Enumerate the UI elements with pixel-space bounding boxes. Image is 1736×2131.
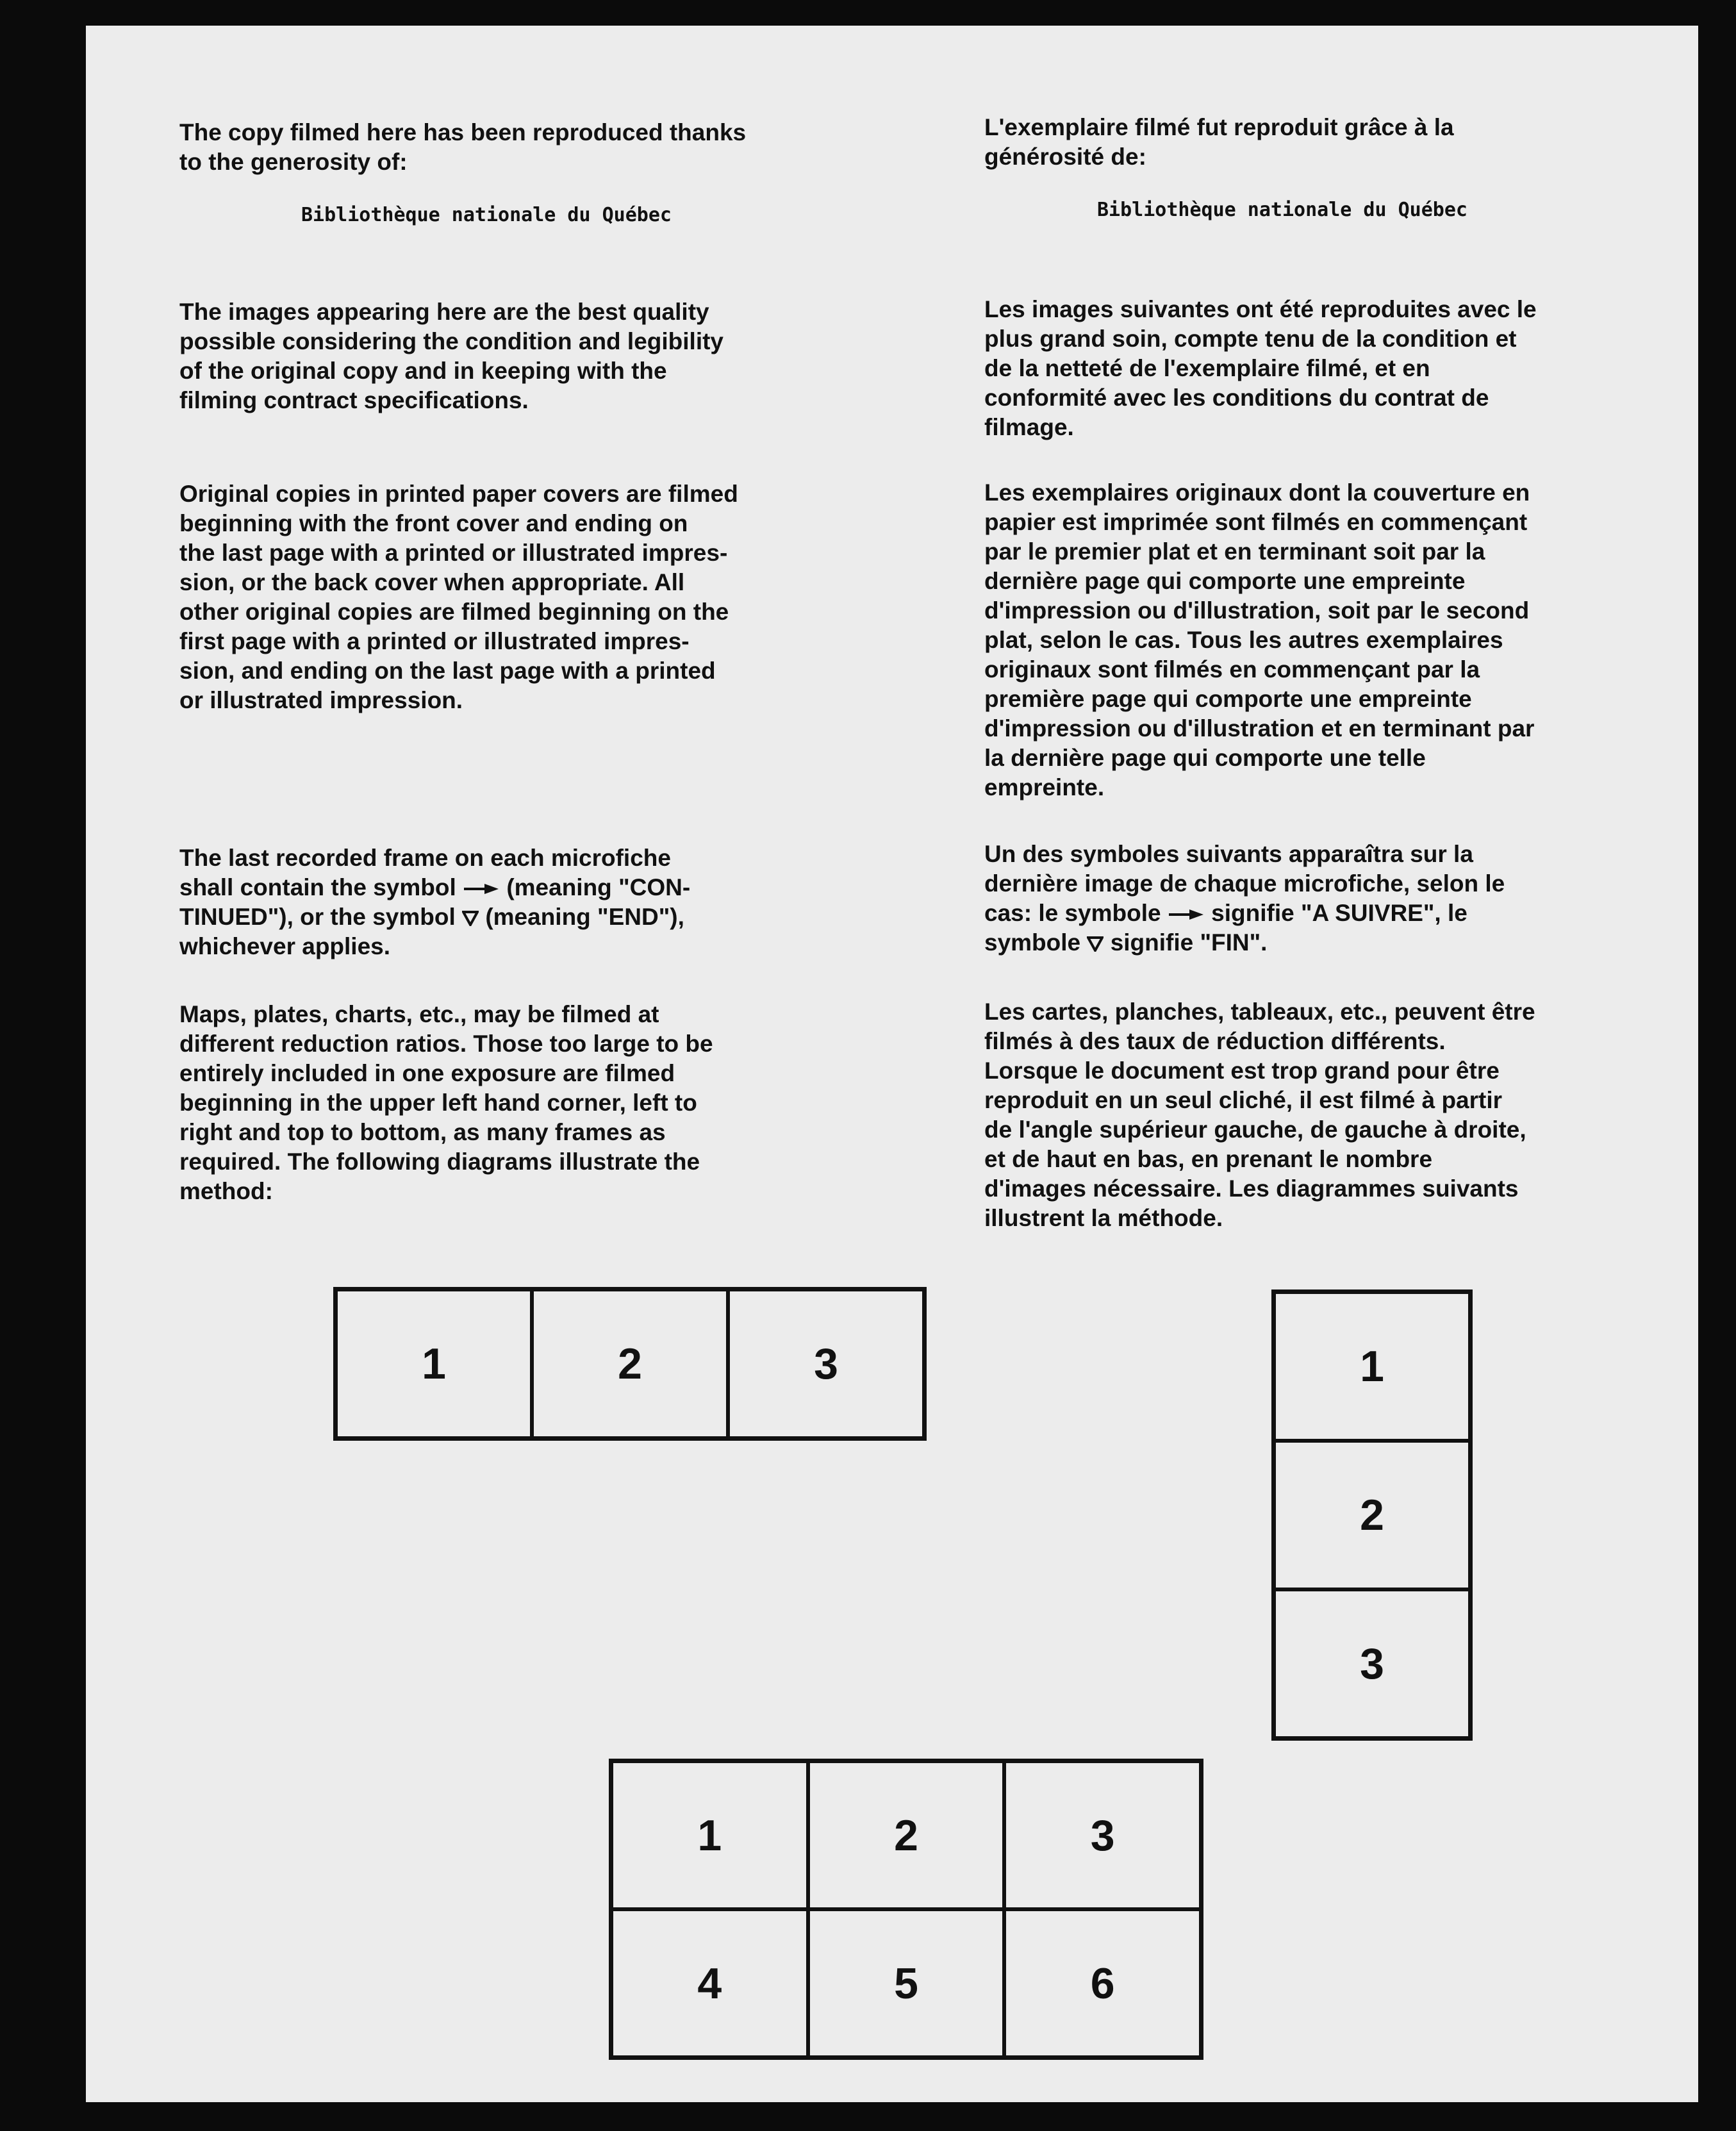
- frame-cell: 3: [1004, 1761, 1201, 1909]
- text-line: right and top to bottom, as many frames as: [179, 1119, 666, 1145]
- text-line: other original copies are filmed beginning on the: [179, 599, 729, 625]
- text-line: sion, and ending on the last page with a printed: [179, 658, 716, 684]
- text-line: sion, or the back cover when appropriate. All: [179, 569, 685, 595]
- text-line: Original copies in printed paper covers are filmed: [179, 481, 738, 507]
- text-line: [179, 873, 859, 902]
- text-line: filmage.: [984, 414, 1074, 440]
- text-line: générosité de:: [984, 144, 1146, 170]
- right-intro: [984, 113, 1664, 172]
- text-fragment: signifie "A SUIVRE", le: [1211, 900, 1467, 926]
- frame-cell: 3: [728, 1289, 924, 1438]
- text-line: la dernière page qui comporte une telle: [984, 745, 1426, 771]
- arrow-right-icon: [463, 883, 500, 895]
- text-line: par le premier plat et en terminant soit par la: [984, 538, 1485, 565]
- text-line: different reduction ratios. Those too large to be: [179, 1031, 713, 1057]
- text-line: dernière page qui comporte une empreinte: [984, 568, 1466, 594]
- left-covers-paragraph: [179, 479, 859, 715]
- text-line: plus grand soin, compte tenu de la condition et: [984, 326, 1517, 352]
- text-line: first page with a printed or illustrated impres-: [179, 628, 690, 654]
- text-line: or illustrated impression.: [179, 687, 463, 713]
- text-line: possible considering the condition and legibility: [179, 328, 724, 354]
- frame-cell: 1: [336, 1289, 532, 1438]
- right-symbols-paragraph: [984, 840, 1664, 958]
- text-fragment: (meaning "CON-: [506, 874, 691, 900]
- text-line: illustrent la méthode.: [984, 1205, 1223, 1231]
- text-line: L'exemplaire filmé fut reproduit grâce à la: [984, 114, 1454, 140]
- text-line: et de haut en bas, en prenant le nombre: [984, 1146, 1433, 1172]
- text-line: Lorsque le document est trop grand pour être: [984, 1057, 1500, 1084]
- text-line: conformité avec les conditions du contrat de: [984, 385, 1489, 411]
- frame-cell: 4: [611, 1909, 808, 2057]
- text-fragment: (meaning "END"),: [485, 904, 684, 930]
- text-line: d'impression ou d'illustration, soit par le second: [984, 597, 1530, 624]
- text-line: The copy filmed here has been reproduced thanks: [179, 119, 747, 145]
- text-line: filmés à des taux de réduction différents.: [984, 1028, 1446, 1054]
- text-line: method:: [179, 1178, 273, 1204]
- frame-cell: 1: [1274, 1292, 1470, 1441]
- frame-cell: 3: [1274, 1589, 1470, 1738]
- frame-cell: 2: [1274, 1441, 1470, 1589]
- text-line: whichever applies.: [179, 933, 391, 959]
- frame-cell: 6: [1004, 1909, 1201, 2057]
- text-line: de la netteté de l'exemplaire filmé, et en: [984, 355, 1430, 381]
- text-line: beginning with the front cover and ending on: [179, 510, 688, 536]
- text-line: papier est imprimée sont filmés en commençant: [984, 509, 1528, 535]
- text-line: beginning in the upper left hand corner, left to: [179, 1090, 697, 1116]
- text-line: reproduit en un seul cliché, il est filmé à partir: [984, 1087, 1503, 1113]
- text-line: the last page with a printed or illustrated impres-: [179, 540, 728, 566]
- text-line: of the original copy and in keeping with the: [179, 358, 667, 384]
- left-symbols-paragraph: [179, 843, 859, 961]
- text-fragment: TINUED"), or the symbol: [179, 904, 456, 930]
- text-line: filming contract specifications.: [179, 387, 529, 413]
- text-line: Maps, plates, charts, etc., may be filmed at: [179, 1001, 659, 1027]
- frame-cell: 2: [532, 1289, 728, 1438]
- text-line: entirely included in one exposure are filmed: [179, 1060, 675, 1086]
- arrow-right-icon: [1168, 909, 1205, 920]
- diagram-horizontal-row: [333, 1287, 927, 1441]
- text-line: to the generosity of:: [179, 149, 408, 175]
- text-line: required. The following diagrams illustrate the: [179, 1148, 700, 1175]
- triangle-down-icon: [462, 911, 479, 926]
- right-covers-paragraph: [984, 478, 1664, 802]
- text-line: [984, 899, 1664, 928]
- text-line: originaux sont filmés en commençant par la: [984, 656, 1480, 683]
- left-library-name: Bibliothèque nationale du Québec: [301, 204, 672, 226]
- text-line: d'images nécessaire. Les diagrammes suivants: [984, 1175, 1519, 1202]
- frame-cell: 2: [808, 1761, 1005, 1909]
- frame-cell: 5: [808, 1909, 1005, 2057]
- text-line: de l'angle supérieur gauche, de gauche à droite,: [984, 1116, 1526, 1143]
- left-maps-paragraph: [179, 1000, 859, 1206]
- text-line: dernière image de chaque microfiche, selon le: [984, 870, 1505, 897]
- left-quality-paragraph: [179, 297, 859, 415]
- text-line: d'impression ou d'illustration et en terminant par: [984, 715, 1535, 742]
- diagram-vertical-column: [1271, 1289, 1473, 1741]
- text-line: [179, 902, 859, 932]
- frame-cell: 1: [611, 1761, 808, 1909]
- text-fragment: shall contain the symbol: [179, 874, 456, 900]
- text-line: The images appearing here are the best quality: [179, 299, 709, 325]
- text-fragment: symbole: [984, 929, 1081, 956]
- diagram-two-by-three-grid: [609, 1759, 1203, 2060]
- right-library-name: Bibliothèque nationale du Québec: [1097, 199, 1467, 221]
- text-line: Les images suivantes ont été reproduites avec le: [984, 296, 1537, 322]
- text-line: plat, selon le cas. Tous les autres exemplaires: [984, 627, 1503, 653]
- left-intro: [179, 118, 859, 177]
- triangle-down-icon: [1087, 936, 1104, 952]
- text-line: Les cartes, planches, tableaux, etc., peuvent être: [984, 999, 1535, 1025]
- right-maps-paragraph: [984, 997, 1664, 1233]
- text-line: Les exemplaires originaux dont la couverture en: [984, 479, 1530, 506]
- text-fragment: signifie "FIN".: [1110, 929, 1268, 956]
- text-line: première page qui comporte une empreinte: [984, 686, 1472, 712]
- text-fragment: cas: le symbole: [984, 900, 1161, 926]
- text-line: The last recorded frame on each microfiche: [179, 845, 671, 871]
- text-line: empreinte.: [984, 774, 1105, 800]
- text-line: Un des symboles suivants apparaîtra sur la: [984, 841, 1473, 867]
- text-line: [984, 928, 1664, 958]
- right-quality-paragraph: [984, 295, 1664, 442]
